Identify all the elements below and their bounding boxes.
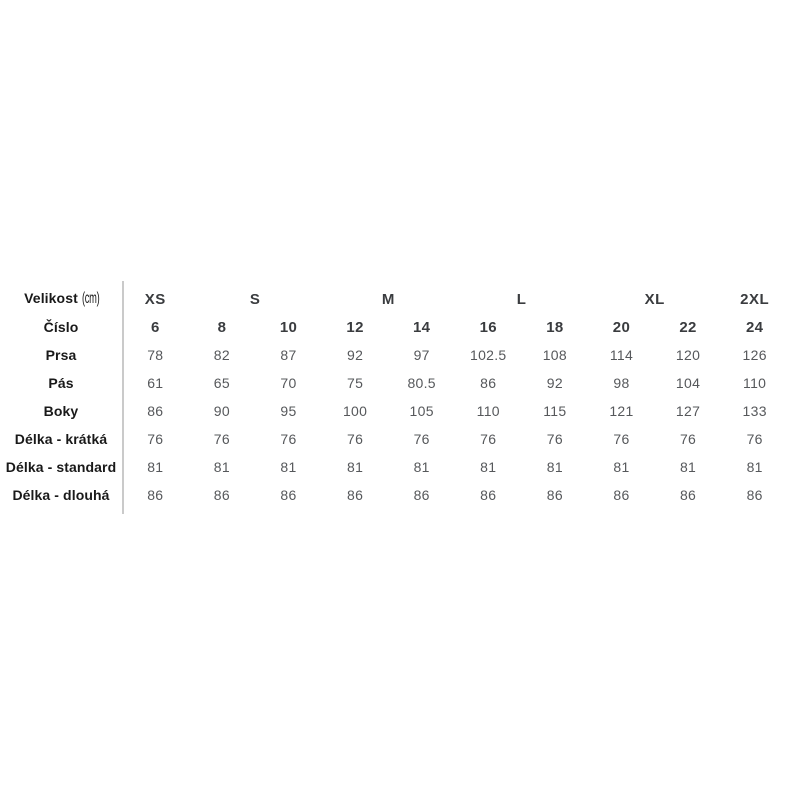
- table-cell: 81: [147, 459, 164, 475]
- row-header-label: Boky: [43, 403, 79, 419]
- table-cell: 97: [413, 347, 430, 363]
- table-row: [0, 425, 788, 453]
- size-unit-suffix: (cm): [81, 290, 100, 307]
- table-cell: 81: [413, 459, 430, 475]
- table-row: [0, 313, 788, 341]
- table-row: [0, 481, 788, 509]
- size-group-cell: XL: [644, 290, 665, 308]
- table-cell: 90: [213, 403, 230, 419]
- table-cell: 86: [546, 487, 563, 503]
- table-cell: 110: [476, 403, 500, 419]
- table-cell: 76: [613, 431, 630, 447]
- size-group-row: [0, 285, 788, 313]
- table-cell: 81: [546, 459, 563, 475]
- row-header-label: Pás: [48, 375, 74, 391]
- table-cell: 86: [346, 487, 364, 503]
- table-cell: 20: [612, 318, 631, 336]
- table-cell: 104: [675, 375, 701, 391]
- row-header-label: Prsa: [45, 347, 77, 363]
- table-cell: 76: [546, 431, 563, 447]
- table-cell: 127: [675, 403, 701, 419]
- table-cell: 98: [613, 375, 630, 391]
- table-cell: 87: [280, 347, 297, 363]
- table-cell: 81: [280, 459, 297, 475]
- table-cell: 76: [413, 431, 430, 447]
- size-group-cell: S: [249, 290, 261, 308]
- table-cell: 86: [213, 487, 230, 503]
- table-cell: 126: [742, 347, 767, 363]
- table-cell: 102.5: [469, 347, 507, 363]
- table-cell: 76: [346, 431, 364, 447]
- table-cell: 105: [409, 403, 434, 419]
- table-cell: 16: [479, 318, 497, 336]
- table-cell: 86: [480, 375, 497, 391]
- table-cell: 12: [346, 318, 364, 336]
- table-cell: 86: [480, 487, 497, 503]
- table-cell: 133: [742, 403, 767, 419]
- table-cell: 92: [546, 375, 563, 391]
- size-group-cell: 2XL: [740, 290, 770, 308]
- size-unit-word: Velikost: [24, 290, 78, 306]
- table-cell: 92: [346, 347, 364, 363]
- table-cell: 75: [346, 375, 364, 391]
- table-cell: 22: [679, 318, 697, 336]
- row-header-label: Číslo: [43, 319, 79, 335]
- table-cell: 120: [675, 347, 701, 363]
- table-cell: 121: [609, 403, 634, 419]
- table-cell: 80.5: [407, 375, 436, 391]
- table-cell: 6: [150, 318, 160, 336]
- table-cell: 81: [346, 459, 364, 475]
- table-cell: 86: [746, 487, 763, 503]
- table-cell: 76: [147, 431, 164, 447]
- size-table-body: [0, 285, 788, 509]
- row-header-label: Délka - standard: [5, 459, 117, 475]
- table-cell: 81: [480, 459, 497, 475]
- table-cell: 82: [213, 347, 230, 363]
- table-cell: 76: [480, 431, 497, 447]
- table-cell: 76: [746, 431, 763, 447]
- table-cell: 14: [413, 318, 431, 336]
- row-header-label: Délka - krátká: [14, 431, 108, 447]
- table-cell: 86: [679, 487, 697, 503]
- table-row: [0, 341, 788, 369]
- size-group-cell: XS: [144, 290, 166, 308]
- table-cell: 86: [413, 487, 430, 503]
- table-cell: 70: [280, 375, 297, 391]
- table-cell: 76: [679, 431, 697, 447]
- table-cell: 86: [147, 403, 164, 419]
- table-cell: 65: [213, 375, 230, 391]
- table-cell: 81: [679, 459, 697, 475]
- table-cell: 61: [147, 375, 164, 391]
- table-cell: 81: [613, 459, 630, 475]
- table-cell: 100: [342, 403, 368, 419]
- table-cell: 86: [147, 487, 164, 503]
- table-cell: 81: [213, 459, 230, 475]
- size-group-cell: M: [381, 290, 395, 308]
- table-cell: 95: [280, 403, 297, 419]
- table-cell: 115: [543, 403, 567, 419]
- table-cell: 81: [746, 459, 763, 475]
- table-cell: 110: [743, 375, 767, 391]
- table-cell: 86: [280, 487, 297, 503]
- table-cell: 18: [546, 318, 564, 336]
- table-cell: 86: [613, 487, 630, 503]
- table-cell: 8: [217, 318, 227, 336]
- table-cell: 108: [542, 347, 567, 363]
- table-cell: 10: [279, 318, 298, 336]
- table-cell: 78: [147, 347, 164, 363]
- table-cell: 114: [609, 347, 634, 363]
- size-chart-table: [0, 285, 788, 509]
- table-row: [0, 369, 788, 397]
- size-group-cell: L: [516, 290, 527, 308]
- size-unit-cell: [0, 285, 122, 313]
- table-row: [0, 397, 788, 425]
- table-cell: 24: [746, 318, 764, 336]
- table-row: [0, 453, 788, 481]
- row-header-label: Délka - dlouhá: [12, 487, 110, 503]
- table-cell: 76: [213, 431, 230, 447]
- table-cell: 76: [280, 431, 297, 447]
